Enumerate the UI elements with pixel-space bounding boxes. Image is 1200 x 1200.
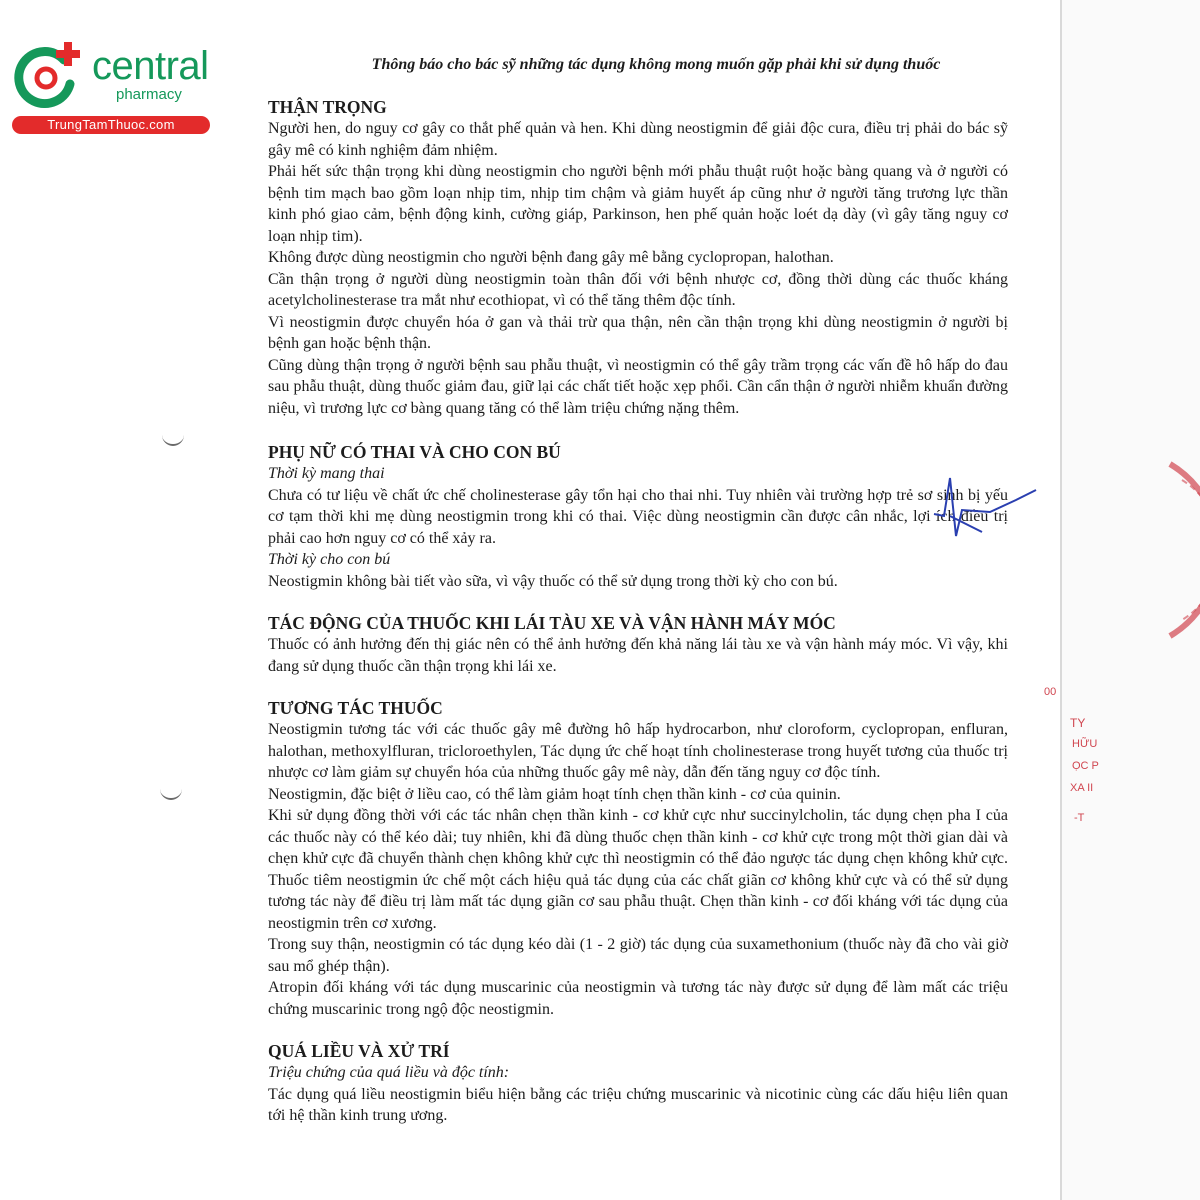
document-body (268, 56, 1008, 1127)
section-heading: TÁC ĐỘNG CỦA THUỐC KHI LÁI TÀU XE VÀ VẬN HÀNH MÁY MÓC (268, 613, 836, 633)
punch-hole (162, 432, 184, 446)
section-overdose (268, 1040, 1008, 1127)
section-heading: THẬN TRỌNG (268, 97, 387, 117)
section-heading: PHỤ NỮ CÓ THAI VÀ CHO CON BÚ (268, 442, 561, 462)
section-driving (268, 612, 1008, 677)
paragraph: Vì neostigmin được chuyển hóa ở gan và thải trừ qua thận, nên cần thận trọng khi dùng neostigmin ở người bị bệnh gan hoặc bệnh thận. (268, 313, 1008, 352)
paragraph: Không được dùng neostigmin cho người bệnh đang gây mê bằng cyclopropan, halothan. (268, 249, 834, 266)
cross-c-logo-icon (12, 40, 84, 112)
brand-name: central (92, 44, 209, 88)
stamp-text: HỮU (1072, 738, 1098, 750)
brand-sub: pharmacy (116, 86, 182, 103)
brand-logo[interactable] (12, 36, 212, 136)
section-heading: TƯƠNG TÁC THUỐC (268, 698, 443, 718)
section-pregnancy (268, 441, 1008, 592)
company-stamp (1030, 680, 1110, 840)
paragraph: Thuốc có ảnh hưởng đến thị giác nên có thể ảnh hưởng đến khả năng lái tàu xe và vận hành máy móc. Vì vậy, khi đang sử dụng thuốc cần thận trọng khi lái xe. (268, 636, 1008, 675)
stamp-text: TY (1070, 716, 1086, 730)
section-heading: QUÁ LIỀU VÀ XỬ TRÍ (268, 1041, 450, 1061)
stamp-text: ỌC P (1072, 760, 1099, 772)
paragraph: Neostigmin, đặc biệt ở liều cao, có thể làm giảm hoạt tính chẹn thần kinh - cơ của quinin. (268, 785, 841, 803)
paragraph: Trong suy thận, neostigmin có tác dụng kéo dài (1 - 2 giờ) tác dụng của suxamethonium (thuốc này đã cho vài giờ sau mổ ghép thận). (268, 936, 1008, 975)
section-precautions (268, 96, 1008, 419)
stamp-text: 00 (1044, 686, 1057, 698)
paragraph: Atropin đối kháng với tác dụng muscarinic của neostigmin và tương tác này được sử dụng để làm mất các triệu chứng muscarinic trong ngộ độc neostigmin. (268, 979, 1008, 1018)
stamp-text: XA II (1070, 782, 1094, 794)
paragraph: Phải hết sức thận trọng khi dùng neostigmin cho người bệnh mới phẫu thuật ruột hoặc bàng quang và ở người có bệnh tim mạch bao gồm loạn nhịp tim, nhịp tim chậm và giảm huyết áp cũng như ở người tăng trương lực thần kinh phó giao cảm, bệnh động kinh, cường giáp, Parkinson, hen phế quản hoặc loét dạ dày (vì gây tăng nguy cơ loạn nhịp tim). (268, 163, 1008, 245)
paragraph: Người hen, do nguy cơ gây co thắt phế quản và hen. Khi dùng neostigmin để giải độc cura, điều trị phải do bác sỹ gây mê có kinh nghiệm đảm nhiệm. (268, 120, 1008, 159)
paragraph: Cần thận trọng ở người dùng neostigmin toàn thân đối với bệnh nhược cơ, đồng thời dùng các thuốc kháng acetylcholinesterase tra mắt như ecothiopat, vì có thể tăng thêm độc tính. (268, 270, 1008, 309)
paragraph: Neostigmin không bài tiết vào sữa, vì vậy thuốc có thể sử dụng trong thời kỳ cho con bú. (268, 572, 838, 590)
section-interactions (268, 697, 1008, 1020)
stamp-text: -T (1074, 812, 1085, 824)
brand-site-link[interactable]: TrungTamThuoc.com (12, 116, 210, 134)
punch-hole (160, 786, 182, 800)
subheading: Thời kỳ mang thai (268, 465, 385, 482)
subheading: Triệu chứng của quá liều và độc tính: (268, 1064, 510, 1081)
red-stamp-icon (1020, 460, 1200, 640)
paragraph: Khi sử dụng đồng thời với các tác nhân chẹn thần kinh - cơ khử cực như succinylcholin, tác dụng chẹn pha I của các thuốc này có thể kéo dài; tuy nhiên, khi đã dùng thuốc chẹn thần kinh - cơ khử cực trong một thời gian dài và chẹn khử cực đã chuyển thành chẹn không khử cực thì neostigmin có thể đảo ngược tác dụng chẹn không khử cực. Thuốc tiêm neostigmin ức chế một cách hiệu quả tác dụng của các chất giãn cơ không khử cực và có thể sử dụng tương tác này để điều trị làm mất tác dụng giãn cơ sau phẫu thuật. Chẹn thần kinh - cơ đối kháng với tác dụng của neostigmin trên cơ xương. (268, 807, 1008, 932)
paragraph: Tác dụng quá liều neostigmin biểu hiện bằng các triệu chứng muscarinic và nicotinic cùng các dấu hiệu liên quan tới hệ thần kinh trung ương. (268, 1085, 1008, 1124)
subheading: Thời kỳ cho con bú (268, 551, 391, 568)
doc-title: Thông báo cho bác sỹ những tác dụng không mong muốn gặp phải khi sử dụng thuốc (371, 56, 941, 73)
paragraph: Neostigmin tương tác với các thuốc gây mê đường hô hấp hydrocarbon, như cloroform, cyclopropan, enfluran, halothan, methoxylfluran, tricloroethylen, Tác dụng ức chế hoạt tính cholinesterase trong huyết tương của thuốc trị nhược cơ làm giảm sự chuyển hóa của những thuốc gây mê này, dẫn đến tăng nguy cơ độc tính. (268, 721, 1008, 781)
paragraph: Chưa có tư liệu về chất ức chế cholinesterase gây tổn hại cho thai nhi. Tuy nhiên vài trường hợp trẻ sơ sinh bị yếu cơ tạm thời khi mẹ dùng neostigmin trong khi có thai. Việc dùng neostigmin cần được cân nhắc, lợi ích điều trị phải cao hơn nguy cơ có thể xảy ra. (268, 486, 1008, 547)
paragraph: Cũng dùng thận trọng ở người bệnh sau phẫu thuật, vì neostigmin có thể gây trầm trọng các vấn đề hô hấp do đau sau phẫu thuật, dùng thuốc giảm đau, giữ lại các chất tiết hoặc xẹp phổi. Cần cẩn thận ở người nhiễm khuẩn đường niệu, vì trương lực cơ bàng quang tăng có thể làm triệu chứng nặng thêm. (268, 356, 1008, 417)
